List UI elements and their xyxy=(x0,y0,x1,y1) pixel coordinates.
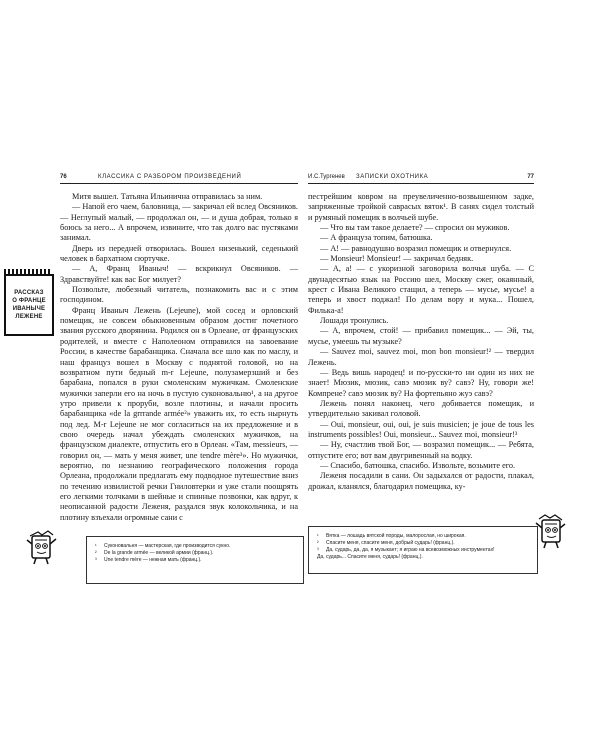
sidebar-box xyxy=(4,274,54,336)
paragraph: — А, впрочем, стой! — прибавил помещик... — Эй, ты, мусье, умеешь ты музыке? xyxy=(308,326,534,346)
paragraph: — А, Франц Иваныч! — вскрикнул Овсяников. — Здравствуйте! как вас Бог милует? xyxy=(60,264,298,284)
footnote: ² Спасите меня, спасите меня, добрый сударь! (франц.). xyxy=(317,540,455,546)
sidebar-box-label xyxy=(12,289,46,321)
left-body-text xyxy=(60,192,298,523)
paragraph: — Sauvez moi, sauvez moi, mon bon monsieur!² — твердил Лежень. xyxy=(308,347,534,367)
footnote: ¹ Суконовальня — мастерская, где производится сукно. xyxy=(95,543,231,549)
paragraph: Лошади тронулись. xyxy=(320,316,389,326)
paragraph: Митя вышел. Татьяна Ильинична отправилась за ним. xyxy=(72,192,263,201)
right-body-text xyxy=(308,192,534,492)
right-head-title: ЗАПИСКИ ОХОТНИКА xyxy=(356,174,429,180)
footnote: ² De la grande armée — великой армии (франц.). xyxy=(95,550,214,556)
sidebar-line: ЛЕЖЕНЕ xyxy=(15,314,43,320)
sidebar-line: ИВАНЫЧЕ xyxy=(12,306,46,312)
right-footnotes xyxy=(308,526,538,574)
left-page-number: 76 xyxy=(60,174,67,180)
right-page-number: 77 xyxy=(527,174,534,180)
paragraph: — Monsieur! Monsieur! — закричал бедняк. xyxy=(320,254,474,264)
sidebar-line: РАССКАЗ xyxy=(14,290,44,296)
paragraph: — Oui, monsieur, oui, oui, je suis musicien; je joue de tous les instruments possibles! Oui, monsieur... Sauvez moi, monsieur!³ xyxy=(308,419,534,439)
paragraph: Леженя посадили в сани. Он задыхался от радости, плакал, дрожал, кланялся, благодарил помещика, ку- xyxy=(308,471,534,491)
footnote: Да, сударь... Спасите меня, сударь! (франц.). xyxy=(317,554,423,560)
footnote: ³ Да, сударь, да, да, я музыкант; я играю на всевозможных инструментах! xyxy=(317,547,495,553)
paragraph: — Что вы там такое делаете? — спросил он мужиков. xyxy=(320,223,510,233)
paragraph: — А! — равнодушно возразил помещик и отвернулся. xyxy=(320,243,512,253)
paragraph: Лежень понял наконец, чего добивается помещик, и утвердительно закивал головой. xyxy=(308,398,534,419)
paragraph: — Ведь вишь народец! и по-русски-то ни один из них не знает! Мюзик, мюзик, савэ мюзик ву? савэ? Ну, говори же! Компрене? савэ мюзик ву? На фортепьяно жуэ савэ? xyxy=(308,367,534,398)
footnote: ³ Une tendre mère — нежная мать (франц.). xyxy=(95,557,202,563)
paragraph: — Напой его чаем, баловница, — закричал ей вслед Овсяников. — Неглупый малый, — продолжал он, — и душа добрая, только я боюсь за него... А впрочем, извините, что так долго вас пустяками занимал. xyxy=(60,202,298,243)
paragraph: — А француза топим, батюшка. xyxy=(320,233,433,243)
right-running-head xyxy=(308,172,534,184)
right-page xyxy=(308,172,534,532)
paragraph: Позвольте, любезный читатель, познакомить вас и с этим господином. xyxy=(60,285,298,305)
left-footnotes xyxy=(86,536,304,584)
left-head-title: КЛАССИКА С РАЗБОРОМ ПРОИЗВЕДЕНИЙ xyxy=(98,174,242,180)
right-head-author: И.С.Тургенев xyxy=(308,174,345,180)
book-mascot-icon xyxy=(26,530,58,566)
paragraph: — А, а! — с укоризной заговорила волчья шуба. — С двунадесятью язык на Россию шел, Москву сжег, окаянный, крест с Ивана Великого стащил, а теперь — мусье, мусье! а теперь и хвост поджал! По делам вору и мука... Пошел, Филька-а! xyxy=(308,264,534,315)
paragraph: Франц Иваныч Лежень (Lejeune), мой сосед и орловский помещик, не совсем обыкновенным образом достиг почетного звания русского дворянина. Родился он в Орлеане, от французских родителей, и вместе с Наполеоном отправился на завоевание России, в качестве барабанщика. Сначала все шло как по маслу, и наш француз вошел в Москву с поднятой головой, но на возвратном пути бедный m-r Lejeune, полузамерзший и без барабана, попался в руки смоленским мужичкам. Смоленские мужички заперли его на ночь в пустую суконовальню¹, а на другое утро привели к проруби, возле плотины, и начали просить барабанщика «de la grrrande armée²» уважить их, то есть нырнуть под лед. M-r Lejeune не мог согласиться на их предложение и в свою очередь начал убеждать смоленских мужичков, на французском диалекте, отпустить его в Орлеан. «Там, messieurs, — говорил он, — мать у меня живет, une tendre mère³». Но мужички, вероятно, по незнанию географического положения города Орлеана, продолжали предлагать ему подводное путешествие вниз по течению извилистой речки Гниловтерки и уже стали поощрять его легкими толчками в шейные и спинные позвонки, как вдруг, к неописанной радости Леженя, раздался звук колокольчика, и на плотину взъехали огромные сани с xyxy=(60,305,298,522)
paragraph: Дверь из передней отворилась. Вошел низенький, седенький человек в бархатном сюртучке. xyxy=(60,243,298,264)
paragraph: — Ну, счастлив твой Бог, — возразил помещик... — Ребята, отпустите его; вот вам двугривенный на водку. xyxy=(308,440,534,460)
left-page xyxy=(60,172,298,532)
paragraph: — Спасибо, батюшка, спасибо. Извольте, возьмите его. xyxy=(320,460,516,470)
left-running-head xyxy=(60,172,298,184)
book-mascot-icon xyxy=(534,514,566,550)
sidebar-line: О ФРАНЦЕ xyxy=(12,298,46,304)
footnote: ¹ Вятка — лошадь вятской породы, малорослая, но широкая. xyxy=(317,533,466,539)
paragraph: пестрейшим ковром на преувеличенно-возвышенном задке, запряженные тройкой саврасых вяток¹. В санях сидел толстый и румяный помещик в волчьей шубе. xyxy=(308,192,534,222)
